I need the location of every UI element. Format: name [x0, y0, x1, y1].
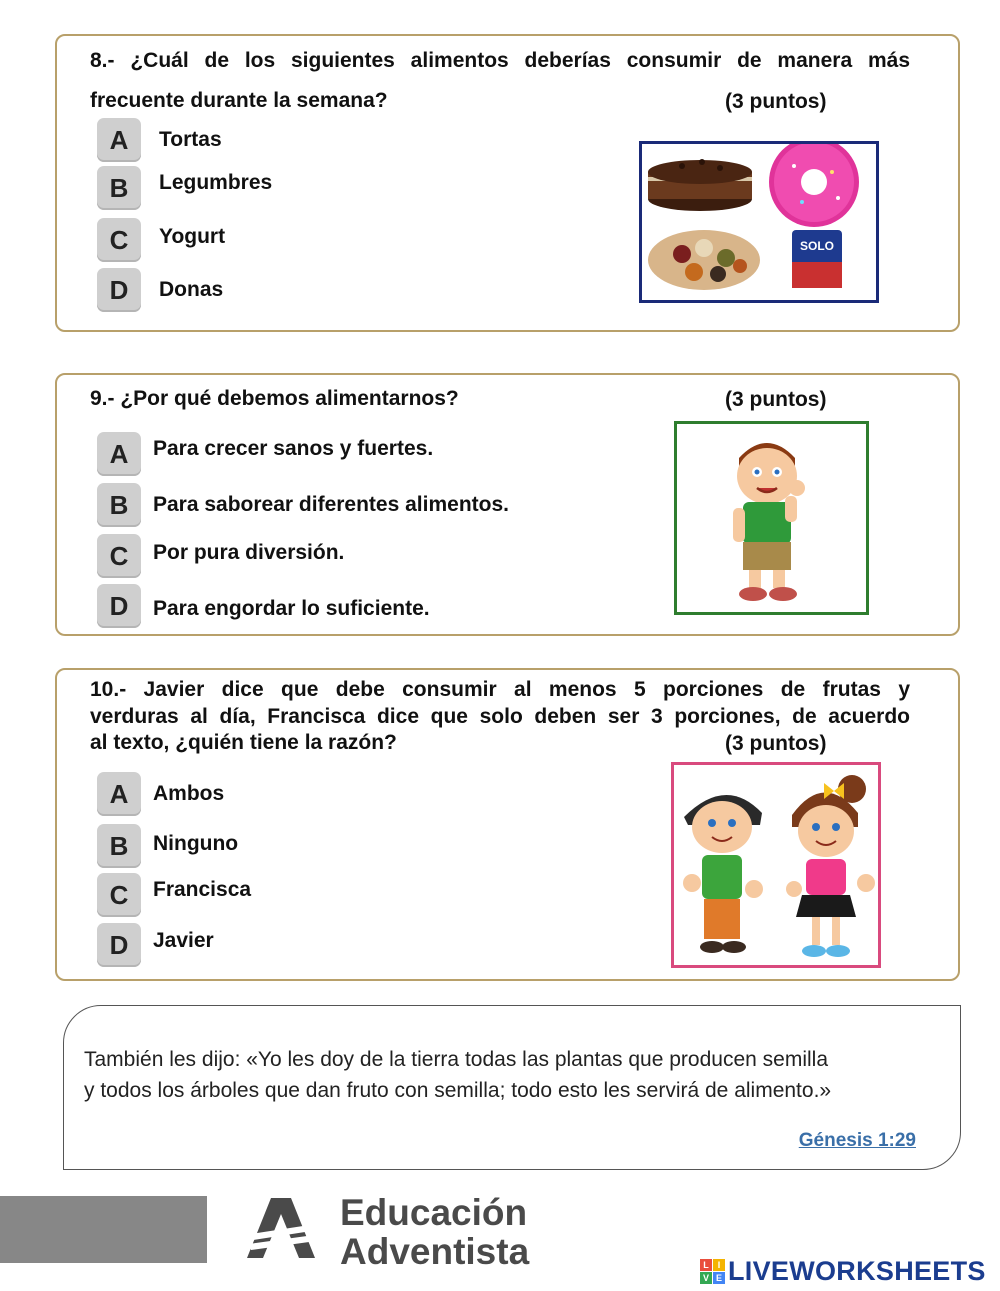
option-label: Yogurt [159, 225, 226, 248]
verse-line-2: y todos los árboles que dan fruto con semilla; todo esto les servirá de alimento.» [84, 1079, 832, 1102]
option-letter: A [97, 772, 141, 816]
verse-text [84, 1044, 944, 1106]
verse-line-1: También les dijo: «Yo les doy de la tierra todas las plantas que producen semilla [84, 1048, 829, 1071]
boy-thumbs-up-icon [683, 795, 763, 953]
question-10-points: (3 puntos) [725, 732, 827, 755]
yogurt-icon [792, 230, 842, 288]
question-8-text-line2: frecuente durante la semana? [90, 89, 388, 112]
legumes-icon [648, 230, 760, 290]
badge-letter: L [700, 1259, 712, 1271]
question-10-text-line1: 10.- Javier dice que debe consumir al menos 5 porciones de frutas y [90, 678, 910, 701]
question-8-points: (3 puntos) [725, 90, 827, 113]
option-letter: A [97, 118, 141, 162]
option-label: Ninguno [153, 832, 239, 855]
option-10-c[interactable] [97, 873, 251, 917]
option-10-a[interactable] [97, 772, 224, 816]
option-letter: C [97, 218, 141, 262]
yogurt-brand-label: SOLO [799, 239, 835, 253]
option-label: Para saborear diferentes alimentos. [153, 493, 509, 516]
option-letter: C [97, 534, 141, 578]
option-9-a[interactable] [97, 432, 433, 476]
boy-icon [733, 443, 805, 601]
educacion-adventista-logo-text [340, 1193, 529, 1271]
option-9-d[interactable] [97, 584, 430, 628]
liveworksheets-brand[interactable] [700, 1256, 986, 1287]
badge-letter: E [713, 1272, 725, 1284]
option-8-d[interactable] [97, 268, 223, 312]
liveworksheets-badge-icon [700, 1259, 725, 1284]
question-10-box [55, 668, 960, 981]
option-letter: B [97, 824, 141, 868]
liveworksheets-text: LIVEWORKSHEETS [728, 1256, 986, 1286]
girl-thumbs-up-icon [786, 775, 875, 957]
option-letter: A [97, 432, 141, 476]
educacion-adventista-logo-icon [245, 1196, 317, 1260]
logo-line-2: Adventista [340, 1231, 530, 1272]
question-9-text: 9.- ¿Por qué debemos alimentarnos? [90, 387, 459, 410]
option-10-d[interactable] [97, 923, 214, 967]
verse-reference-link[interactable]: Génesis 1:29 [798, 1130, 916, 1151]
bible-verse-box [63, 1005, 961, 1170]
option-label: Tortas [159, 128, 222, 151]
option-label: Francisca [153, 878, 252, 901]
option-label: Legumbres [159, 171, 273, 194]
option-letter: D [97, 584, 141, 628]
option-label: Para crecer sanos y fuertes. [153, 437, 434, 460]
question-10-text-line2: verduras al día, Francisca dice que solo deben ser 3 porciones, de acuerdo [90, 705, 910, 728]
option-label: Javier [153, 929, 214, 952]
question-10-text-line3: al texto, ¿quién tiene la razón? [90, 731, 397, 754]
cake-icon [648, 159, 752, 211]
option-9-b[interactable] [97, 483, 509, 527]
badge-letter: I [713, 1259, 725, 1271]
option-9-c[interactable] [97, 534, 344, 578]
footer-gray-bar [0, 1196, 207, 1263]
option-letter: B [97, 483, 141, 527]
option-letter: D [97, 268, 141, 312]
option-8-a[interactable] [97, 118, 222, 162]
option-letter: C [97, 873, 141, 917]
option-8-b[interactable] [97, 166, 272, 210]
food-image [639, 141, 879, 303]
option-label: Ambos [153, 782, 225, 805]
option-label: Donas [159, 278, 224, 301]
children-image [671, 762, 881, 968]
logo-line-1: Educación [340, 1192, 528, 1233]
option-letter: B [97, 166, 141, 210]
question-8-box [55, 34, 960, 332]
question-9-box [55, 373, 960, 636]
badge-letter: V [700, 1272, 712, 1284]
question-9-points: (3 puntos) [725, 388, 827, 411]
option-label: Para engordar lo suficiente. [153, 597, 430, 620]
strong-boy-image [674, 421, 869, 615]
donut-icon [769, 144, 859, 227]
option-label: Por pura diversión. [153, 541, 345, 564]
option-8-c[interactable] [97, 218, 225, 262]
option-letter: D [97, 923, 141, 967]
question-8-text-line1: 8.- ¿Cuál de los siguientes alimentos deberías consumir de manera más [90, 49, 910, 72]
option-10-b[interactable] [97, 824, 238, 868]
